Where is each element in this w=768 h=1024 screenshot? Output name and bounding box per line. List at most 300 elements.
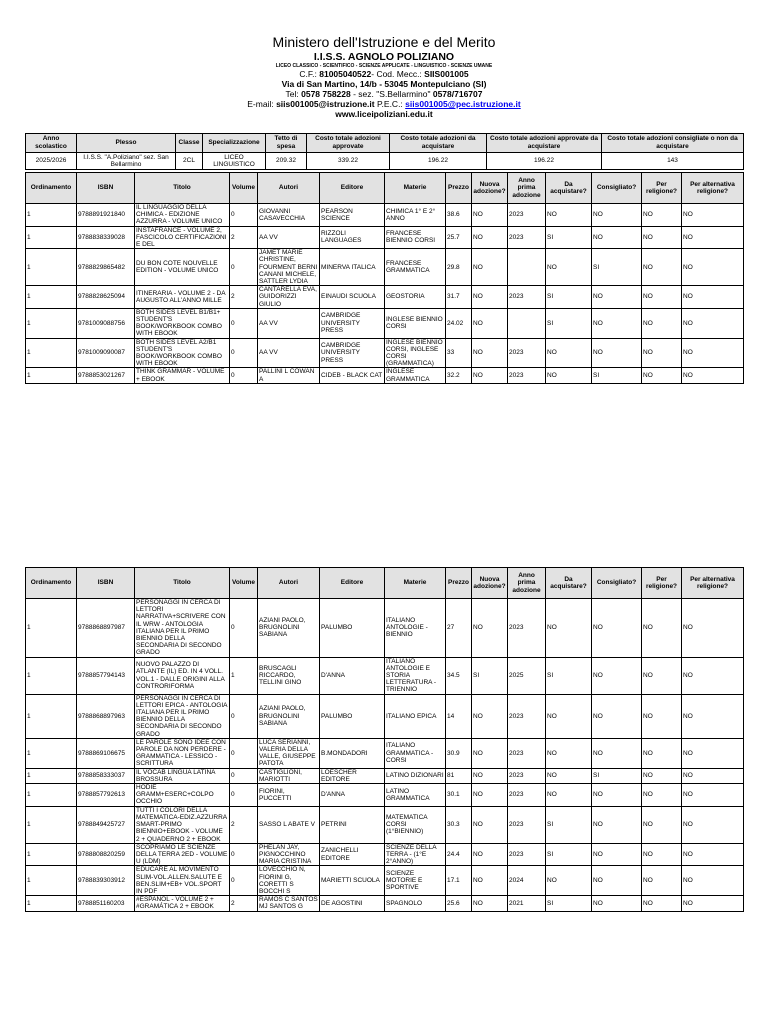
cell-isbn: 9788838339028 bbox=[77, 226, 135, 249]
cell-per-religione: NO bbox=[642, 738, 682, 768]
table-row bbox=[26, 657, 744, 694]
cell-editore: DE AGOSTINI bbox=[320, 896, 385, 911]
cell-anno-prima-adozione: 2023 bbox=[508, 694, 546, 738]
cell-titolo: THINK GRAMMAR - VOLUME + EBOOK bbox=[135, 368, 230, 383]
summary-value-row bbox=[26, 153, 744, 170]
cell-autori: FIORINI, PUCCETTI bbox=[258, 784, 320, 807]
cell-per-alternativa: NO bbox=[682, 738, 744, 768]
cell-isbn: 9788839303912 bbox=[77, 866, 135, 896]
cell-materie: SCIENZE MOTORIE E SPORTIVE bbox=[385, 866, 446, 896]
table-row bbox=[26, 866, 744, 896]
cell-volume: 2 bbox=[230, 226, 258, 249]
cell-anno-prima-adozione bbox=[508, 249, 546, 286]
cell-ordinamento: 1 bbox=[26, 286, 77, 309]
cell-prezzo: 33 bbox=[446, 338, 472, 368]
cell-anno-prima-adozione: 2023 bbox=[508, 768, 546, 783]
cell-editore: PETRINI bbox=[320, 806, 385, 843]
cell-nuova-adozione: NO bbox=[472, 204, 508, 227]
cell-materie: SCIENZE DELLA TERRA - (1°E 2°ANNO) bbox=[385, 843, 446, 866]
cell-anno-prima-adozione: 2023 bbox=[508, 226, 546, 249]
cell-autori: LUCA SERIANNI, VALERIA DELLA VALLE, GIUSEPPE PATOTA bbox=[258, 738, 320, 768]
summary-header: Costo totale adozioni approvate bbox=[307, 134, 390, 153]
cell-isbn: 9788868897963 bbox=[77, 694, 135, 738]
col-header-titolo: Titolo bbox=[135, 568, 230, 599]
cell-anno-prima-adozione bbox=[508, 308, 546, 338]
cell-anno-prima-adozione: 2025 bbox=[508, 657, 546, 694]
table-row bbox=[26, 338, 744, 368]
cell-volume: 0 bbox=[230, 204, 258, 227]
cell-titolo: PERSONAGGI IN CERCA DI LETTORI NARRATIVA+SCRIVERE CON IL WRW - ANTOLOGIA ITALIANA PER IL PRIMO BIENNIO DELLA SECONDARIA DI SECONDO GRADO bbox=[135, 599, 230, 658]
cell-volume: 0 bbox=[230, 866, 258, 896]
summary-value: 196.22 bbox=[390, 153, 487, 170]
cell-ordinamento: 1 bbox=[26, 657, 77, 694]
cell-anno-prima-adozione: 2023 bbox=[508, 368, 546, 383]
cell-consigliato: NO bbox=[592, 896, 642, 911]
cell-per-religione: NO bbox=[642, 249, 682, 286]
cell-isbn: 9788808820259 bbox=[77, 843, 135, 866]
cell-nuova-adozione: NO bbox=[472, 599, 508, 658]
col-header-autori: Autori bbox=[258, 568, 320, 599]
cell-prezzo: 25.6 bbox=[446, 896, 472, 911]
table-row bbox=[26, 204, 744, 227]
tel-separator: - sez. "S.Bellarmino" bbox=[350, 89, 433, 99]
cell-anno-prima-adozione: 2023 bbox=[508, 843, 546, 866]
cell-per-alternativa: NO bbox=[682, 866, 744, 896]
table-row bbox=[26, 896, 744, 911]
cell-materie: INGLESE BIENNIO CORSI bbox=[385, 308, 446, 338]
table-row bbox=[26, 843, 744, 866]
summary-header: Costo totale adozioni consigliate o non da acquistare bbox=[602, 134, 744, 153]
cell-consigliato: NO bbox=[592, 204, 642, 227]
col-header-per-religione: Per religione? bbox=[642, 173, 682, 204]
cell-ordinamento: 1 bbox=[26, 738, 77, 768]
cell-materie: INGLESE GRAMMATICA bbox=[385, 368, 446, 383]
cell-da-acquistare: NO bbox=[546, 768, 592, 783]
cell-anno-prima-adozione: 2021 bbox=[508, 896, 546, 911]
cell-nuova-adozione: NO bbox=[472, 843, 508, 866]
cell-nuova-adozione: NO bbox=[472, 338, 508, 368]
cell-isbn: 9781009088756 bbox=[77, 308, 135, 338]
cell-materie: SPAGNOLO bbox=[385, 896, 446, 911]
cell-prezzo: 34.5 bbox=[446, 657, 472, 694]
cell-materie: FRANCESE GRAMMATICA bbox=[385, 249, 446, 286]
col-header-ordinamento: Ordinamento bbox=[26, 173, 77, 204]
cell-ordinamento: 1 bbox=[26, 204, 77, 227]
cell-da-acquistare: NO bbox=[546, 738, 592, 768]
col-header-nuova-adozione: Nuova adozione? bbox=[472, 568, 508, 599]
cell-per-alternativa: NO bbox=[682, 896, 744, 911]
cell-per-religione: NO bbox=[642, 226, 682, 249]
cell-isbn: 9788828625094 bbox=[77, 286, 135, 309]
cell-volume: 2 bbox=[230, 806, 258, 843]
cell-consigliato: NO bbox=[592, 226, 642, 249]
cell-prezzo: 31.7 bbox=[446, 286, 472, 309]
cell-consigliato: NO bbox=[592, 738, 642, 768]
summary-table bbox=[25, 133, 744, 170]
col-header-volume: Volume bbox=[230, 568, 258, 599]
cell-da-acquistare: NO bbox=[546, 694, 592, 738]
cell-editore: D'ANNA bbox=[320, 784, 385, 807]
cell-titolo: BOTH SIDES LEVEL B1/B1+ STUDENT'S BOOK/WORKBOOK COMBO WITH EBOOK bbox=[135, 308, 230, 338]
book-header-row bbox=[26, 568, 744, 599]
mecc-value: SIIS001005 bbox=[424, 69, 469, 79]
cell-nuova-adozione: NO bbox=[472, 784, 508, 807]
cell-materie: LATINO GRAMMATICA bbox=[385, 784, 446, 807]
tel-prefix: Tel: bbox=[285, 89, 302, 99]
cell-ordinamento: 1 bbox=[26, 843, 77, 866]
cell-titolo: IL VOCAB LINGUA LATINA BROSSURA bbox=[135, 768, 230, 783]
col-header-per-alternativa: Per alternativa religione? bbox=[682, 568, 744, 599]
cell-consigliato: SI bbox=[592, 768, 642, 783]
cell-autori: JAMET MARIE CHRISTINE, FOURMENT BERNI CANANI MICHELE, SATTLER LYDIA bbox=[258, 249, 320, 286]
cell-per-religione: NO bbox=[642, 806, 682, 843]
cf-value: 81005040522 bbox=[319, 69, 372, 79]
cell-titolo: #ESPAÑOL - VOLUME 2 + #GRAMÁTICA 2 + EBOOK bbox=[135, 896, 230, 911]
cell-anno-prima-adozione: 2024 bbox=[508, 866, 546, 896]
cell-anno-prima-adozione: 2023 bbox=[508, 204, 546, 227]
cell-editore: EINAUDI SCUOLA bbox=[320, 286, 385, 309]
cell-titolo: LE PAROLE SONO IDEE CON PAROLE DA NON PERDERE - GRAMMATICA - LESSICO - SCRITTURA bbox=[135, 738, 230, 768]
cell-consigliato: NO bbox=[592, 338, 642, 368]
table-row bbox=[26, 249, 744, 286]
cell-da-acquistare: SI bbox=[546, 308, 592, 338]
cell-isbn: 9788857794143 bbox=[77, 657, 135, 694]
email-line bbox=[0, 99, 768, 109]
cf-prefix: C.F.: bbox=[299, 69, 320, 79]
cell-isbn: 9788858333037 bbox=[77, 768, 135, 783]
cell-editore: D'ANNA bbox=[320, 657, 385, 694]
tel2-value: 0578/716707 bbox=[432, 89, 483, 99]
cell-titolo: EDUCARE AL MOVIMENTO SLIM-VOL.ALLEN.SALUTE E BEN.SLIM+EB+ VOL.SPORT IN PDF bbox=[135, 866, 230, 896]
cell-titolo: HODIE GRAMM+ESERC+COLPO OCCHIO bbox=[135, 784, 230, 807]
cell-nuova-adozione: NO bbox=[472, 738, 508, 768]
summary-header: Anno scolastico bbox=[26, 134, 77, 153]
cell-titolo: INSTAFRANCE - VOLUME 2, FASCICOLO CERTIFICAZIONI E DEL bbox=[135, 226, 230, 249]
cell-da-acquistare: SI bbox=[546, 843, 592, 866]
cell-ordinamento: 1 bbox=[26, 226, 77, 249]
cell-anno-prima-adozione: 2023 bbox=[508, 784, 546, 807]
col-header-isbn: ISBN bbox=[77, 173, 135, 204]
cell-editore: RIZZOLI LANGUAGES bbox=[320, 226, 385, 249]
cell-isbn: 9788849425727 bbox=[77, 806, 135, 843]
email-value: siis001005@istruzione.it bbox=[276, 99, 375, 109]
book-table-page-1 bbox=[25, 172, 744, 384]
cell-per-alternativa: NO bbox=[682, 286, 744, 309]
cell-per-alternativa: NO bbox=[682, 843, 744, 866]
cell-consigliato: SI bbox=[592, 368, 642, 383]
pec-link[interactable]: siis001005@pec.istruzione.it bbox=[405, 99, 521, 109]
cell-consigliato: NO bbox=[592, 308, 642, 338]
cell-editore: PEARSON SCIENCE bbox=[320, 204, 385, 227]
cell-prezzo: 24.4 bbox=[446, 843, 472, 866]
cell-ordinamento: 1 bbox=[26, 784, 77, 807]
cell-materie: ITALIANO ANTOLOGIE - BIENNIO bbox=[385, 599, 446, 658]
cell-autori: BRUSCAGLI RICCARDO, TELLINI GINO bbox=[258, 657, 320, 694]
col-header-ordinamento: Ordinamento bbox=[26, 568, 77, 599]
cell-autori: AA VV bbox=[258, 338, 320, 368]
cell-nuova-adozione: NO bbox=[472, 368, 508, 383]
cell-volume: 0 bbox=[230, 768, 258, 783]
table-row bbox=[26, 308, 744, 338]
cell-consigliato: NO bbox=[592, 866, 642, 896]
cell-da-acquistare: NO bbox=[546, 866, 592, 896]
phone-line bbox=[0, 89, 768, 99]
cell-nuova-adozione: NO bbox=[472, 896, 508, 911]
summary-header: Classe bbox=[176, 134, 203, 153]
cell-per-alternativa: NO bbox=[682, 784, 744, 807]
cell-editore: PALUMBO bbox=[320, 694, 385, 738]
cell-per-religione: NO bbox=[642, 338, 682, 368]
cell-prezzo: 32.2 bbox=[446, 368, 472, 383]
cell-prezzo: 25.7 bbox=[446, 226, 472, 249]
cell-titolo: DU BON COTE NOUVELLE EDITION - VOLUME UNICO bbox=[135, 249, 230, 286]
summary-value: 196.22 bbox=[487, 153, 602, 170]
col-header-per-religione: Per religione? bbox=[642, 568, 682, 599]
cell-nuova-adozione: NO bbox=[472, 768, 508, 783]
table-row bbox=[26, 286, 744, 309]
cell-volume: 2 bbox=[230, 286, 258, 309]
cell-per-alternativa: NO bbox=[682, 694, 744, 738]
cell-nuova-adozione: NO bbox=[472, 249, 508, 286]
cell-materie: ITALIANO EPICA bbox=[385, 694, 446, 738]
cell-per-religione: NO bbox=[642, 866, 682, 896]
col-header-nuova-adozione: Nuova adozione? bbox=[472, 173, 508, 204]
col-header-consigliato: Consigliato? bbox=[592, 568, 642, 599]
cell-titolo: PERSONAGGI IN CERCA DI LETTORI EPICA - ANTOLOGIA ITALIANA PER IL PRIMO BIENNIO DELLA SECONDARIA DI SECONDO GRADO bbox=[136, 694, 228, 738]
table-row bbox=[26, 599, 744, 658]
col-header-per-alternativa: Per alternativa religione? bbox=[682, 173, 744, 204]
cell-per-religione: NO bbox=[642, 368, 682, 383]
col-header-da-acquistare: Da acquistare? bbox=[546, 173, 592, 204]
cell-da-acquistare: SI bbox=[546, 896, 592, 911]
cell-consigliato: NO bbox=[592, 694, 642, 738]
school-name: I.I.S.S. AGNOLO POLIZIANO bbox=[313, 51, 455, 63]
cell-per-religione: NO bbox=[642, 694, 682, 738]
summary-value: I.I.S.S. "A.Poliziano" sez. San Bellarmino bbox=[77, 153, 176, 170]
cell-nuova-adozione: NO bbox=[472, 226, 508, 249]
cell-da-acquistare: NO bbox=[546, 249, 592, 286]
email-prefix: E-mail: bbox=[247, 99, 277, 109]
summary-header: Specializzazione bbox=[203, 134, 266, 153]
cell-isbn: 9788853021267 bbox=[77, 368, 135, 383]
cell-prezzo: 30.9 bbox=[446, 738, 472, 768]
cell-autori: CANTARELLA EVA, GUIDORIZZI GIULIO bbox=[258, 286, 320, 309]
cell-da-acquistare: SI bbox=[546, 286, 592, 309]
cell-consigliato: NO bbox=[592, 286, 642, 309]
cell-autori: PHELAN JAY, PIGNOCCHINO MARIA CRISTINA bbox=[258, 843, 320, 866]
book-table-page-2 bbox=[25, 567, 744, 912]
cell-editore: CAMBRIDGE UNIVERSITY PRESS bbox=[320, 338, 385, 368]
cell-prezzo: 27 bbox=[446, 599, 472, 658]
cell-titolo: TUTTI I COLORI DELLA MATEMATICA-EDIZ.AZZURRA SMART-PRIMO BIENNIO+EBOOK - VOLUME 2 + QUADERNO 2 + EBOOK bbox=[135, 806, 230, 843]
cell-editore: CIDEB - BLACK CAT bbox=[320, 368, 385, 383]
cell-autori: GIOVANNI CASAVECCHIA bbox=[258, 204, 320, 227]
summary-header: Costo totale adozioni approvate da acquistare bbox=[487, 134, 602, 153]
cell-nuova-adozione: NO bbox=[472, 866, 508, 896]
table-row bbox=[26, 694, 744, 738]
cell-per-alternativa: NO bbox=[682, 599, 744, 658]
cell-per-religione: NO bbox=[642, 784, 682, 807]
cell-da-acquistare: SI bbox=[546, 226, 592, 249]
cell-per-religione: NO bbox=[642, 657, 682, 694]
summary-value: 2025/2026 bbox=[26, 153, 77, 170]
cell-anno-prima-adozione: 2023 bbox=[508, 599, 546, 658]
cell-da-acquistare: SI bbox=[546, 657, 592, 694]
cell-isbn: 9788857792613 bbox=[77, 784, 135, 807]
pec-prefix: P.E.C.: bbox=[374, 99, 406, 109]
summary-value: 143 bbox=[602, 153, 744, 170]
summary-header-row bbox=[26, 134, 744, 153]
book-header-row bbox=[26, 173, 744, 204]
school-tagline: LICEO CLASSICO - SCIENTIFICO - SCIENZE APPLICATE - LINGUISTICO - SCIENZE UMANE bbox=[275, 63, 493, 69]
cell-autori: AZIANI PAOLO, BRUGNOLINI SABIANA bbox=[258, 694, 320, 738]
col-header-anno-prima-adozione: Anno prima adozione bbox=[508, 568, 546, 599]
tel-value: 0578 758228 bbox=[301, 89, 351, 99]
table-row bbox=[26, 784, 744, 807]
cell-autori: RAMOS C SANTOS MJ SANTOS G bbox=[259, 896, 318, 911]
cell-anno-prima-adozione: 2023 bbox=[508, 286, 546, 309]
cell-titolo: BOTH SIDES LEVEL A2/B1 STUDENT'S BOOK/WORKBOOK COMBO WITH EBOOK bbox=[135, 338, 230, 368]
summary-value: 2CL bbox=[176, 153, 203, 170]
cell-nuova-adozione: NO bbox=[472, 308, 508, 338]
mecc-prefix: - Cod. Mecc.: bbox=[371, 69, 425, 79]
cell-ordinamento: 1 bbox=[26, 338, 77, 368]
summary-header: Plesso bbox=[77, 134, 176, 153]
cell-prezzo: 30.3 bbox=[446, 806, 472, 843]
col-header-volume: Volume bbox=[230, 173, 258, 204]
cell-volume: 0 bbox=[230, 843, 258, 866]
cell-consigliato: NO bbox=[592, 784, 642, 807]
cell-per-religione: NO bbox=[642, 286, 682, 309]
cell-editore: LOESCHER EDITORE bbox=[320, 768, 385, 783]
cell-prezzo: 14 bbox=[446, 694, 472, 738]
cell-nuova-adozione: NO bbox=[472, 286, 508, 309]
cell-consigliato: NO bbox=[592, 657, 642, 694]
cell-da-acquistare: NO bbox=[546, 599, 592, 658]
cell-per-religione: NO bbox=[642, 843, 682, 866]
col-header-editore: Editore bbox=[320, 173, 385, 204]
summary-value: LICEO LINGUISTICO bbox=[203, 153, 266, 170]
cell-per-alternativa: NO bbox=[682, 368, 744, 383]
summary-value: 209.32 bbox=[266, 153, 307, 170]
col-header-editore: Editore bbox=[320, 568, 385, 599]
table-row bbox=[26, 806, 744, 843]
cell-isbn: 9788891921840 bbox=[77, 204, 135, 227]
col-header-prezzo: Prezzo bbox=[446, 568, 472, 599]
cell-volume: 0 bbox=[230, 308, 258, 338]
col-header-autori: Autori bbox=[258, 173, 320, 204]
cell-anno-prima-adozione: 2023 bbox=[508, 738, 546, 768]
table-row bbox=[26, 368, 744, 383]
letterhead bbox=[0, 34, 768, 119]
cell-autori: AZIANI PAOLO, BRUGNOLINI SABIANA bbox=[258, 599, 320, 658]
cell-volume: 2 bbox=[230, 896, 258, 911]
cell-volume: 0 bbox=[230, 368, 258, 383]
cell-ordinamento: 1 bbox=[26, 694, 77, 738]
col-header-titolo: Titolo bbox=[135, 173, 230, 204]
cell-titolo: SCOPRIAMO LE SCIENZE DELLA TERRA 2ED - VOLUME U (LDM) bbox=[135, 843, 230, 866]
cell-prezzo: 30.1 bbox=[446, 784, 472, 807]
cell-isbn: 9788851160203 bbox=[77, 896, 135, 911]
cell-autori: AA VV bbox=[258, 226, 320, 249]
cell-prezzo: 24.02 bbox=[446, 308, 472, 338]
cell-consigliato: NO bbox=[592, 843, 642, 866]
cell-titolo: NUOVO PALAZZO DI ATLANTE (IL) ED. IN 4 VOLL. VOL.1 - DALLE ORIGINI ALLA CONTRORIFORMA bbox=[135, 657, 230, 694]
cell-autori: PALLINI L COWAN A bbox=[258, 368, 320, 383]
cell-autori: LOVECCHIO N, FIORINI G, CORETTI S BOCCHI S bbox=[258, 866, 320, 896]
cell-anno-prima-adozione: 2023 bbox=[508, 806, 546, 843]
cell-nuova-adozione: NO bbox=[472, 806, 508, 843]
cell-nuova-adozione: NO bbox=[472, 694, 508, 738]
col-header-prezzo: Prezzo bbox=[446, 173, 472, 204]
cell-isbn: 9781009090087 bbox=[77, 338, 135, 368]
summary-header: Costo totale adozioni da acquistare bbox=[390, 134, 487, 153]
page-bottom-edge bbox=[0, 1014, 768, 1024]
cell-materie: FRANCESE BIENNIO CORSI bbox=[385, 226, 446, 249]
cell-per-alternativa: NO bbox=[682, 308, 744, 338]
cell-materie: MATEMATICA CORSI (1°BIENNIO) bbox=[385, 806, 446, 843]
cell-per-religione: NO bbox=[642, 896, 682, 911]
cell-editore: ZANICHELLI EDITORE bbox=[320, 843, 385, 866]
cell-per-alternativa: NO bbox=[682, 806, 744, 843]
cell-da-acquistare: NO bbox=[546, 204, 592, 227]
cell-editore: PALUMBO bbox=[320, 599, 385, 658]
cell-per-religione: NO bbox=[642, 599, 682, 658]
ministry-name: Ministero dell'Istruzione e del Merito bbox=[272, 34, 496, 50]
cell-prezzo: 29.8 bbox=[446, 249, 472, 286]
cell-titolo: ITINERARIA - VOLUME 2 - DA AUGUSTO ALL'ANNO MILLE bbox=[135, 286, 230, 309]
col-header-consigliato: Consigliato? bbox=[592, 173, 642, 204]
cell-autori: SASSO L ABATE V bbox=[258, 806, 320, 843]
cell-per-alternativa: NO bbox=[682, 249, 744, 286]
cell-per-alternativa: NO bbox=[682, 657, 744, 694]
cell-per-religione: NO bbox=[642, 308, 682, 338]
cell-editore: MARIETTI SCUOLA bbox=[320, 866, 385, 896]
table-row bbox=[26, 226, 744, 249]
cell-ordinamento: 1 bbox=[26, 768, 77, 783]
fiscal-codes bbox=[0, 69, 768, 79]
cell-per-religione: NO bbox=[642, 768, 682, 783]
summary-header: Tetto di spesa bbox=[266, 134, 307, 153]
cell-per-alternativa: NO bbox=[682, 226, 744, 249]
cell-volume: 0 bbox=[230, 738, 258, 768]
cell-consigliato: NO bbox=[592, 806, 642, 843]
summary-value: 339.22 bbox=[307, 153, 390, 170]
cell-da-acquistare: NO bbox=[546, 368, 592, 383]
cell-consigliato: SI bbox=[592, 249, 642, 286]
cell-da-acquistare: NO bbox=[546, 784, 592, 807]
col-header-da-acquistare: Da acquistare? bbox=[546, 568, 592, 599]
cell-ordinamento: 1 bbox=[26, 308, 77, 338]
cell-nuova-adozione: SI bbox=[472, 657, 508, 694]
cell-editore: B.MONDADORI bbox=[320, 738, 385, 768]
cell-ordinamento: 1 bbox=[26, 368, 77, 383]
col-header-materie: Materie bbox=[385, 173, 446, 204]
cell-per-alternativa: NO bbox=[682, 768, 744, 783]
cell-materie: INGLESE BIENNIO CORSI, INGLESE CORSI (GRAMMATICA) bbox=[385, 338, 446, 368]
cell-volume: 0 bbox=[230, 249, 258, 286]
cell-volume: 0 bbox=[230, 694, 258, 738]
cell-volume: 1 bbox=[230, 657, 258, 694]
cell-materie: GEOSTORIA bbox=[385, 286, 446, 309]
cell-ordinamento: 1 bbox=[26, 806, 77, 843]
cell-materie: ITALIANO GRAMMATICA - CORSI bbox=[385, 738, 446, 768]
cell-anno-prima-adozione: 2023 bbox=[508, 338, 546, 368]
cell-per-alternativa: NO bbox=[682, 338, 744, 368]
cell-consigliato: NO bbox=[592, 599, 642, 658]
col-header-isbn: ISBN bbox=[77, 568, 135, 599]
cell-materie: CHIMICA 1° E 2° ANNO bbox=[385, 204, 446, 227]
